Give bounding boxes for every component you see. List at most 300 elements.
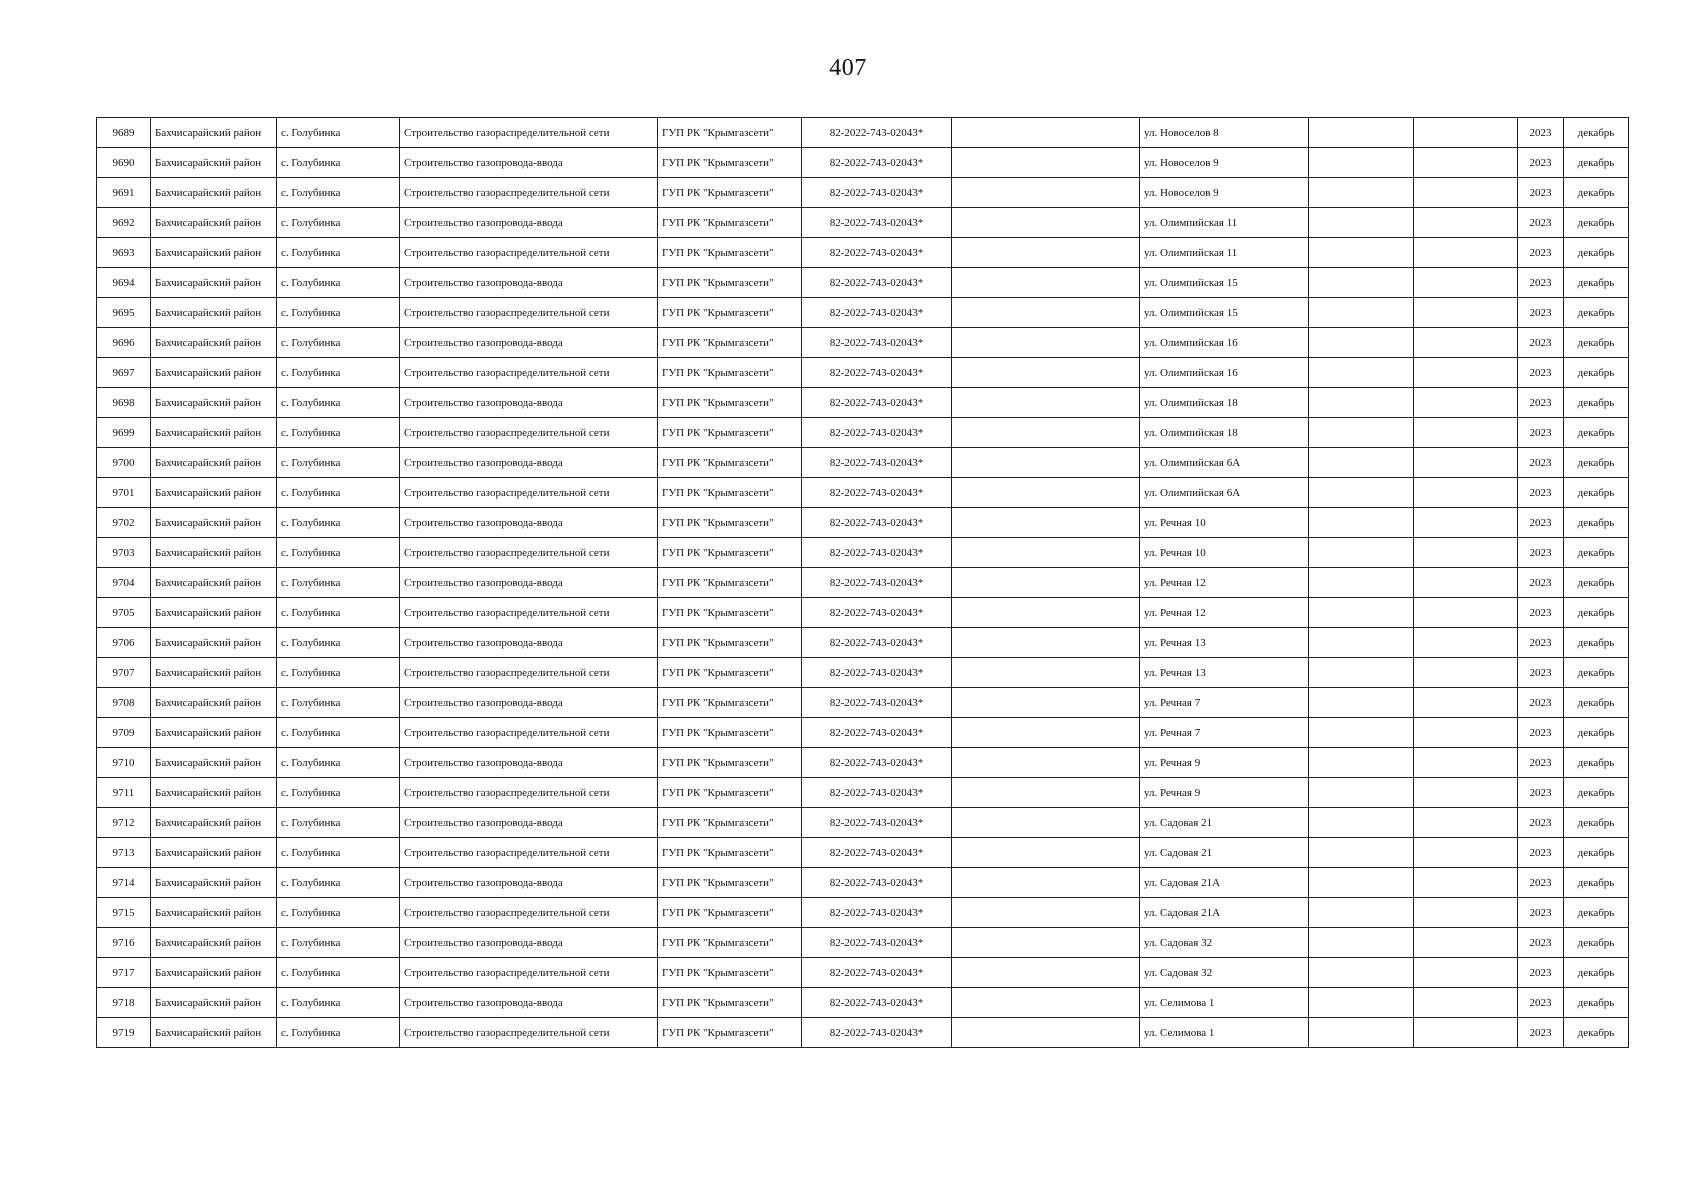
work-type-cell: Строительство газораспределительной сети [400, 598, 658, 628]
project-code-cell: 82-2022-743-02043* [802, 868, 952, 898]
address-cell: ул. Речная 13 [1140, 658, 1309, 688]
organization-cell: ГУП РК "Крымгазсети" [658, 598, 802, 628]
empty-cell [952, 598, 1140, 628]
village-cell: с. Голубинка [277, 628, 400, 658]
empty-cell [952, 538, 1140, 568]
address-cell: ул. Садовая 21 [1140, 838, 1309, 868]
row-number-cell: 9711 [97, 778, 151, 808]
year-cell: 2023 [1518, 178, 1564, 208]
month-cell: декабрь [1564, 448, 1629, 478]
table-row [97, 448, 1629, 478]
empty-cell [1414, 868, 1518, 898]
address-cell: ул. Речная 13 [1140, 628, 1309, 658]
year-cell: 2023 [1518, 928, 1564, 958]
district-cell: Бахчисарайский район [151, 328, 277, 358]
empty-cell [952, 118, 1140, 148]
empty-cell [1309, 298, 1414, 328]
empty-cell [1414, 388, 1518, 418]
empty-cell [952, 988, 1140, 1018]
row-number-cell: 9712 [97, 808, 151, 838]
organization-cell: ГУП РК "Крымгазсети" [658, 988, 802, 1018]
project-code-cell: 82-2022-743-02043* [802, 928, 952, 958]
empty-cell [1414, 568, 1518, 598]
empty-cell [952, 358, 1140, 388]
village-cell: с. Голубинка [277, 388, 400, 418]
empty-cell [952, 718, 1140, 748]
year-cell: 2023 [1518, 778, 1564, 808]
village-cell: с. Голубинка [277, 238, 400, 268]
village-cell: с. Голубинка [277, 538, 400, 568]
address-cell: ул. Селимова 1 [1140, 988, 1309, 1018]
organization-cell: ГУП РК "Крымгазсети" [658, 568, 802, 598]
row-number-cell: 9701 [97, 478, 151, 508]
empty-cell [1414, 718, 1518, 748]
month-cell: декабрь [1564, 838, 1629, 868]
month-cell: декабрь [1564, 208, 1629, 238]
year-cell: 2023 [1518, 898, 1564, 928]
year-cell: 2023 [1518, 148, 1564, 178]
row-number-cell: 9707 [97, 658, 151, 688]
empty-cell [1414, 148, 1518, 178]
empty-cell [1309, 958, 1414, 988]
year-cell: 2023 [1518, 298, 1564, 328]
project-code-cell: 82-2022-743-02043* [802, 718, 952, 748]
month-cell: декабрь [1564, 328, 1629, 358]
address-cell: ул. Речная 10 [1140, 538, 1309, 568]
table-row [97, 958, 1629, 988]
month-cell: декабрь [1564, 898, 1629, 928]
table-row [97, 778, 1629, 808]
village-cell: с. Голубинка [277, 658, 400, 688]
work-type-cell: Строительство газопровода-ввода [400, 448, 658, 478]
district-cell: Бахчисарайский район [151, 538, 277, 568]
village-cell: с. Голубинка [277, 328, 400, 358]
month-cell: декабрь [1564, 538, 1629, 568]
work-type-cell: Строительство газораспределительной сети [400, 898, 658, 928]
organization-cell: ГУП РК "Крымгазсети" [658, 808, 802, 838]
table-row [97, 538, 1629, 568]
row-number-cell: 9702 [97, 508, 151, 538]
table-row [97, 208, 1629, 238]
project-code-cell: 82-2022-743-02043* [802, 298, 952, 328]
work-type-cell: Строительство газопровода-ввода [400, 628, 658, 658]
empty-cell [952, 508, 1140, 538]
empty-cell [952, 1018, 1140, 1048]
district-cell: Бахчисарайский район [151, 688, 277, 718]
address-cell: ул. Олимпийская 16 [1140, 328, 1309, 358]
work-type-cell: Строительство газопровода-ввода [400, 508, 658, 538]
row-number-cell: 9696 [97, 328, 151, 358]
address-cell: ул. Речная 12 [1140, 568, 1309, 598]
district-cell: Бахчисарайский район [151, 268, 277, 298]
month-cell: декабрь [1564, 688, 1629, 718]
project-code-cell: 82-2022-743-02043* [802, 748, 952, 778]
organization-cell: ГУП РК "Крымгазсети" [658, 448, 802, 478]
district-cell: Бахчисарайский район [151, 178, 277, 208]
organization-cell: ГУП РК "Крымгазсети" [658, 928, 802, 958]
empty-cell [1309, 388, 1414, 418]
village-cell: с. Голубинка [277, 688, 400, 718]
empty-cell [1309, 838, 1414, 868]
village-cell: с. Голубинка [277, 898, 400, 928]
empty-cell [952, 868, 1140, 898]
project-code-cell: 82-2022-743-02043* [802, 598, 952, 628]
project-code-cell: 82-2022-743-02043* [802, 658, 952, 688]
empty-cell [1414, 508, 1518, 538]
work-type-cell: Строительство газопровода-ввода [400, 688, 658, 718]
organization-cell: ГУП РК "Крымгазсети" [658, 898, 802, 928]
empty-cell [952, 658, 1140, 688]
month-cell: декабрь [1564, 958, 1629, 988]
empty-cell [1309, 748, 1414, 778]
row-number-cell: 9704 [97, 568, 151, 598]
village-cell: с. Голубинка [277, 178, 400, 208]
village-cell: с. Голубинка [277, 448, 400, 478]
month-cell: декабрь [1564, 778, 1629, 808]
month-cell: декабрь [1564, 868, 1629, 898]
month-cell: декабрь [1564, 148, 1629, 178]
row-number-cell: 9706 [97, 628, 151, 658]
work-type-cell: Строительство газопровода-ввода [400, 268, 658, 298]
organization-cell: ГУП РК "Крымгазсети" [658, 358, 802, 388]
empty-cell [1414, 418, 1518, 448]
year-cell: 2023 [1518, 808, 1564, 838]
year-cell: 2023 [1518, 688, 1564, 718]
year-cell: 2023 [1518, 508, 1564, 538]
empty-cell [1309, 418, 1414, 448]
row-number-cell: 9708 [97, 688, 151, 718]
village-cell: с. Голубинка [277, 868, 400, 898]
organization-cell: ГУП РК "Крымгазсети" [658, 1018, 802, 1048]
organization-cell: ГУП РК "Крымгазсети" [658, 538, 802, 568]
empty-cell [1309, 568, 1414, 598]
district-cell: Бахчисарайский район [151, 238, 277, 268]
village-cell: с. Голубинка [277, 298, 400, 328]
month-cell: декабрь [1564, 238, 1629, 268]
organization-cell: ГУП РК "Крымгазсети" [658, 478, 802, 508]
project-code-cell: 82-2022-743-02043* [802, 778, 952, 808]
address-cell: ул. Речная 9 [1140, 778, 1309, 808]
organization-cell: ГУП РК "Крымгазсети" [658, 238, 802, 268]
empty-cell [952, 238, 1140, 268]
district-cell: Бахчисарайский район [151, 748, 277, 778]
district-cell: Бахчисарайский район [151, 418, 277, 448]
work-type-cell: Строительство газораспределительной сети [400, 478, 658, 508]
work-type-cell: Строительство газопровода-ввода [400, 928, 658, 958]
empty-cell [1309, 898, 1414, 928]
village-cell: с. Голубинка [277, 1018, 400, 1048]
month-cell: декабрь [1564, 388, 1629, 418]
month-cell: декабрь [1564, 418, 1629, 448]
work-type-cell: Строительство газопровода-ввода [400, 868, 658, 898]
work-type-cell: Строительство газораспределительной сети [400, 298, 658, 328]
empty-cell [952, 448, 1140, 478]
district-cell: Бахчисарайский район [151, 718, 277, 748]
empty-cell [952, 928, 1140, 958]
address-cell: ул. Речная 7 [1140, 688, 1309, 718]
table-row [97, 688, 1629, 718]
village-cell: с. Голубинка [277, 958, 400, 988]
table-row [97, 418, 1629, 448]
address-cell: ул. Олимпийская 11 [1140, 238, 1309, 268]
address-cell: ул. Новоселов 9 [1140, 148, 1309, 178]
empty-cell [1414, 598, 1518, 628]
table-row [97, 268, 1629, 298]
month-cell: декабрь [1564, 508, 1629, 538]
address-cell: ул. Садовая 21А [1140, 868, 1309, 898]
address-cell: ул. Садовая 21 [1140, 808, 1309, 838]
work-type-cell: Строительство газораспределительной сети [400, 718, 658, 748]
empty-cell [1414, 808, 1518, 838]
address-cell: ул. Речная 12 [1140, 598, 1309, 628]
work-type-cell: Строительство газораспределительной сети [400, 538, 658, 568]
village-cell: с. Голубинка [277, 418, 400, 448]
year-cell: 2023 [1518, 568, 1564, 598]
empty-cell [952, 838, 1140, 868]
table-body [97, 118, 1629, 1048]
table-row [97, 988, 1629, 1018]
organization-cell: ГУП РК "Крымгазсети" [658, 868, 802, 898]
empty-cell [1414, 118, 1518, 148]
work-type-cell: Строительство газопровода-ввода [400, 808, 658, 838]
empty-cell [1414, 298, 1518, 328]
village-cell: с. Голубинка [277, 598, 400, 628]
year-cell: 2023 [1518, 358, 1564, 388]
month-cell: декабрь [1564, 298, 1629, 328]
table-row [97, 178, 1629, 208]
table-row [97, 238, 1629, 268]
organization-cell: ГУП РК "Крымгазсети" [658, 688, 802, 718]
empty-cell [1414, 628, 1518, 658]
organization-cell: ГУП РК "Крымгазсети" [658, 718, 802, 748]
address-cell: ул. Садовая 32 [1140, 928, 1309, 958]
district-cell: Бахчисарайский район [151, 958, 277, 988]
address-cell: ул. Селимова 1 [1140, 1018, 1309, 1048]
work-type-cell: Строительство газопровода-ввода [400, 988, 658, 1018]
empty-cell [1309, 118, 1414, 148]
empty-cell [1309, 688, 1414, 718]
district-cell: Бахчисарайский район [151, 898, 277, 928]
district-cell: Бахчисарайский район [151, 148, 277, 178]
district-cell: Бахчисарайский район [151, 358, 277, 388]
address-cell: ул. Садовая 21А [1140, 898, 1309, 928]
empty-cell [952, 688, 1140, 718]
address-cell: ул. Олимпийская 18 [1140, 418, 1309, 448]
year-cell: 2023 [1518, 118, 1564, 148]
project-code-cell: 82-2022-743-02043* [802, 418, 952, 448]
empty-cell [1414, 358, 1518, 388]
district-cell: Бахчисарайский район [151, 118, 277, 148]
district-cell: Бахчисарайский район [151, 838, 277, 868]
empty-cell [952, 268, 1140, 298]
empty-cell [1414, 448, 1518, 478]
project-code-cell: 82-2022-743-02043* [802, 388, 952, 418]
empty-cell [1414, 748, 1518, 778]
empty-cell [952, 148, 1140, 178]
project-code-cell: 82-2022-743-02043* [802, 538, 952, 568]
district-cell: Бахчисарайский район [151, 208, 277, 238]
empty-cell [1414, 988, 1518, 1018]
empty-cell [952, 208, 1140, 238]
empty-cell [1309, 538, 1414, 568]
organization-cell: ГУП РК "Крымгазсети" [658, 658, 802, 688]
project-code-cell: 82-2022-743-02043* [802, 358, 952, 388]
row-number-cell: 9703 [97, 538, 151, 568]
organization-cell: ГУП РК "Крымгазсети" [658, 328, 802, 358]
month-cell: декабрь [1564, 568, 1629, 598]
empty-cell [952, 898, 1140, 928]
organization-cell: ГУП РК "Крымгазсети" [658, 838, 802, 868]
project-code-cell: 82-2022-743-02043* [802, 268, 952, 298]
year-cell: 2023 [1518, 268, 1564, 298]
project-code-cell: 82-2022-743-02043* [802, 808, 952, 838]
row-number-cell: 9710 [97, 748, 151, 778]
village-cell: с. Голубинка [277, 778, 400, 808]
work-type-cell: Строительство газопровода-ввода [400, 388, 658, 418]
table-row [97, 568, 1629, 598]
empty-cell [952, 478, 1140, 508]
district-cell: Бахчисарайский район [151, 868, 277, 898]
village-cell: с. Голубинка [277, 748, 400, 778]
village-cell: с. Голубинка [277, 838, 400, 868]
village-cell: с. Голубинка [277, 118, 400, 148]
village-cell: с. Голубинка [277, 148, 400, 178]
row-number-cell: 9709 [97, 718, 151, 748]
project-code-cell: 82-2022-743-02043* [802, 208, 952, 238]
project-code-cell: 82-2022-743-02043* [802, 478, 952, 508]
month-cell: декабрь [1564, 988, 1629, 1018]
empty-cell [1414, 268, 1518, 298]
project-code-cell: 82-2022-743-02043* [802, 148, 952, 178]
work-type-cell: Строительство газораспределительной сети [400, 118, 658, 148]
empty-cell [1309, 988, 1414, 1018]
address-cell: ул. Олимпийская 11 [1140, 208, 1309, 238]
work-type-cell: Строительство газораспределительной сети [400, 178, 658, 208]
page-number: 407 [829, 55, 867, 81]
project-code-cell: 82-2022-743-02043* [802, 118, 952, 148]
empty-cell [1309, 478, 1414, 508]
register-table [96, 117, 1629, 1048]
year-cell: 2023 [1518, 208, 1564, 238]
address-cell: ул. Речная 9 [1140, 748, 1309, 778]
empty-cell [952, 748, 1140, 778]
village-cell: с. Голубинка [277, 568, 400, 598]
empty-cell [1414, 208, 1518, 238]
row-number-cell: 9713 [97, 838, 151, 868]
empty-cell [952, 778, 1140, 808]
district-cell: Бахчисарайский район [151, 388, 277, 418]
empty-cell [1309, 508, 1414, 538]
empty-cell [1414, 838, 1518, 868]
empty-cell [1309, 1018, 1414, 1048]
table-row [97, 118, 1629, 148]
table-row [97, 508, 1629, 538]
row-number-cell: 9700 [97, 448, 151, 478]
empty-cell [1414, 658, 1518, 688]
row-number-cell: 9715 [97, 898, 151, 928]
work-type-cell: Строительство газопровода-ввода [400, 568, 658, 598]
empty-cell [1309, 598, 1414, 628]
district-cell: Бахчисарайский район [151, 448, 277, 478]
empty-cell [1309, 628, 1414, 658]
row-number-cell: 9719 [97, 1018, 151, 1048]
district-cell: Бахчисарайский район [151, 298, 277, 328]
year-cell: 2023 [1518, 658, 1564, 688]
organization-cell: ГУП РК "Крымгазсети" [658, 388, 802, 418]
organization-cell: ГУП РК "Крымгазсети" [658, 118, 802, 148]
district-cell: Бахчисарайский район [151, 808, 277, 838]
table-row [97, 838, 1629, 868]
table-row [97, 718, 1629, 748]
year-cell: 2023 [1518, 868, 1564, 898]
district-cell: Бахчисарайский район [151, 598, 277, 628]
organization-cell: ГУП РК "Крымгазсети" [658, 748, 802, 778]
row-number-cell: 9698 [97, 388, 151, 418]
row-number-cell: 9717 [97, 958, 151, 988]
year-cell: 2023 [1518, 478, 1564, 508]
month-cell: декабрь [1564, 1018, 1629, 1048]
project-code-cell: 82-2022-743-02043* [802, 508, 952, 538]
month-cell: декабрь [1564, 658, 1629, 688]
work-type-cell: Строительство газораспределительной сети [400, 958, 658, 988]
year-cell: 2023 [1518, 748, 1564, 778]
month-cell: декабрь [1564, 478, 1629, 508]
project-code-cell: 82-2022-743-02043* [802, 178, 952, 208]
village-cell: с. Голубинка [277, 268, 400, 298]
empty-cell [1414, 478, 1518, 508]
district-cell: Бахчисарайский район [151, 508, 277, 538]
district-cell: Бахчисарайский район [151, 928, 277, 958]
month-cell: декабрь [1564, 358, 1629, 388]
table-row [97, 808, 1629, 838]
project-code-cell: 82-2022-743-02043* [802, 238, 952, 268]
table-row [97, 478, 1629, 508]
empty-cell [1414, 178, 1518, 208]
row-number-cell: 9693 [97, 238, 151, 268]
month-cell: декабрь [1564, 178, 1629, 208]
table-row [97, 868, 1629, 898]
address-cell: ул. Речная 10 [1140, 508, 1309, 538]
organization-cell: ГУП РК "Крымгазсети" [658, 778, 802, 808]
table-row [97, 658, 1629, 688]
empty-cell [1414, 688, 1518, 718]
organization-cell: ГУП РК "Крымгазсети" [658, 178, 802, 208]
organization-cell: ГУП РК "Крымгазсети" [658, 208, 802, 238]
year-cell: 2023 [1518, 448, 1564, 478]
year-cell: 2023 [1518, 328, 1564, 358]
work-type-cell: Строительство газораспределительной сети [400, 358, 658, 388]
organization-cell: ГУП РК "Крымгазсети" [658, 628, 802, 658]
village-cell: с. Голубинка [277, 358, 400, 388]
village-cell: с. Голубинка [277, 208, 400, 238]
empty-cell [952, 418, 1140, 448]
work-type-cell: Строительство газопровода-ввода [400, 148, 658, 178]
empty-cell [1309, 778, 1414, 808]
year-cell: 2023 [1518, 388, 1564, 418]
address-cell: ул. Новоселов 8 [1140, 118, 1309, 148]
village-cell: с. Голубинка [277, 988, 400, 1018]
address-cell: ул. Олимпийская 15 [1140, 298, 1309, 328]
work-type-cell: Строительство газопровода-ввода [400, 748, 658, 778]
row-number-cell: 9718 [97, 988, 151, 1018]
row-number-cell: 9691 [97, 178, 151, 208]
table-row [97, 388, 1629, 418]
table-row [97, 928, 1629, 958]
row-number-cell: 9689 [97, 118, 151, 148]
year-cell: 2023 [1518, 718, 1564, 748]
empty-cell [1414, 238, 1518, 268]
empty-cell [1309, 718, 1414, 748]
